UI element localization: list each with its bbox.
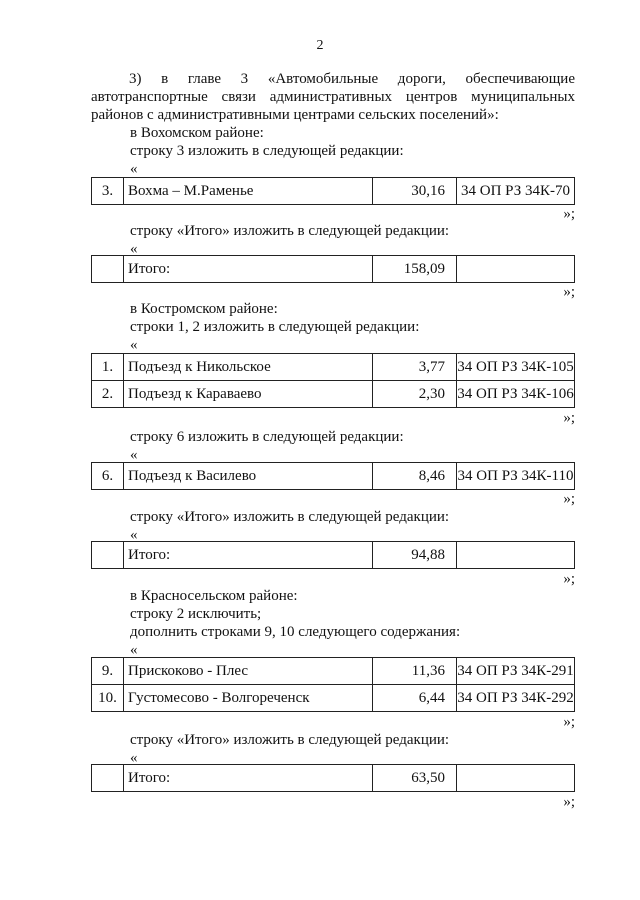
road-length: 3,77 [373, 354, 457, 381]
total-instruction-vokhma: строку «Итого» изложить в следующей редакции: [130, 223, 450, 239]
road-code [457, 256, 575, 283]
table-total-kostroma [91, 541, 575, 569]
road-length: 30,16 [373, 178, 457, 205]
instruction-kostroma-2: строку 6 изложить в следующей редакции: [130, 429, 404, 445]
road-code: 34 ОП РЗ 34К-110 [457, 463, 575, 490]
intro-line-2: автотранспортные связи административных центров муниципальных [91, 89, 575, 105]
instruction-kostroma-1: строки 1, 2 изложить в следующей редакции: [130, 319, 420, 335]
instruction-vokhma: строку 3 изложить в следующей редакции: [130, 143, 404, 159]
road-name: Подъезд к Никольское [124, 354, 373, 381]
row-number: 6. [92, 463, 124, 490]
table-kostroma-2 [91, 462, 575, 490]
table-row [92, 463, 575, 490]
road-code [457, 542, 575, 569]
table-row [92, 256, 575, 283]
table-total-krasnoe [91, 764, 575, 792]
total-label: Итого: [124, 542, 373, 569]
row-number: 10. [92, 685, 124, 712]
district-kostroma: в Костромском районе: [130, 301, 278, 317]
total-instruction-kostroma: строку «Итого» изложить в следующей редакции: [130, 509, 450, 525]
table-total-vokhma [91, 255, 575, 283]
road-length: 6,44 [373, 685, 457, 712]
row-number: 3. [92, 178, 124, 205]
page-number: 2 [316, 38, 324, 53]
quote-open: « [130, 642, 138, 658]
district-vokhma: в Вохомском районе: [130, 125, 264, 141]
table-krasnoe [91, 657, 575, 712]
total-length: 63,50 [373, 765, 457, 792]
row-number [92, 765, 124, 792]
district-krasnoe: в Красносельском районе: [130, 588, 298, 604]
quote-open: « [130, 750, 138, 766]
road-code: 34 ОП РЗ 34К-292 [457, 685, 575, 712]
row-number: 9. [92, 658, 124, 685]
table-row [92, 685, 575, 712]
intro-line-1: 3) в главе 3 «Автомобильные дороги, обеспечивающие [129, 71, 575, 87]
table-row [92, 178, 575, 205]
total-length: 94,88 [373, 542, 457, 569]
road-code: 34 ОП РЗ 34К-291 [457, 658, 575, 685]
table-kostroma-1 [91, 353, 575, 408]
road-name: Подъезд к Караваево [124, 381, 373, 408]
road-code: 34 ОП РЗ 34К-105 [457, 354, 575, 381]
quote-open: « [130, 527, 138, 543]
road-code [457, 765, 575, 792]
quote-close: »; [563, 206, 575, 222]
quote-close: »; [563, 714, 575, 730]
table-row [92, 765, 575, 792]
total-length: 158,09 [373, 256, 457, 283]
road-code: 34 ОП РЗ 34К-106 [457, 381, 575, 408]
table-row [92, 542, 575, 569]
road-name: Подъезд к Василево [124, 463, 373, 490]
row-number [92, 256, 124, 283]
road-name: Густомесово - Волгореченск [124, 685, 373, 712]
quote-close: »; [563, 571, 575, 587]
road-length: 8,46 [373, 463, 457, 490]
table-row [92, 354, 575, 381]
quote-close: »; [563, 410, 575, 426]
row-number: 2. [92, 381, 124, 408]
road-length: 11,36 [373, 658, 457, 685]
intro-line-3: районов с административными центрами сельских поселений»: [91, 107, 499, 123]
quote-open: « [130, 241, 138, 257]
total-instruction-krasnoe: строку «Итого» изложить в следующей редакции: [130, 732, 450, 748]
quote-open: « [130, 447, 138, 463]
instruction-krasnoe: дополнить строками 9, 10 следующего содержания: [130, 624, 461, 640]
road-code: 34 ОП РЗ 34К-70 [457, 178, 575, 205]
quote-open: « [130, 337, 138, 353]
table-vokhma [91, 177, 575, 205]
row-number: 1. [92, 354, 124, 381]
quote-close: »; [563, 794, 575, 810]
total-label: Итого: [124, 765, 373, 792]
table-row [92, 658, 575, 685]
exclude-instruction: строку 2 исключить; [130, 606, 262, 622]
road-name: Вохма – М.Раменье [124, 178, 373, 205]
table-row [92, 381, 575, 408]
row-number [92, 542, 124, 569]
road-length: 2,30 [373, 381, 457, 408]
total-label: Итого: [124, 256, 373, 283]
quote-close: »; [563, 284, 575, 300]
road-name: Прискоково - Плес [124, 658, 373, 685]
quote-open: « [130, 161, 138, 177]
quote-close: »; [563, 491, 575, 507]
